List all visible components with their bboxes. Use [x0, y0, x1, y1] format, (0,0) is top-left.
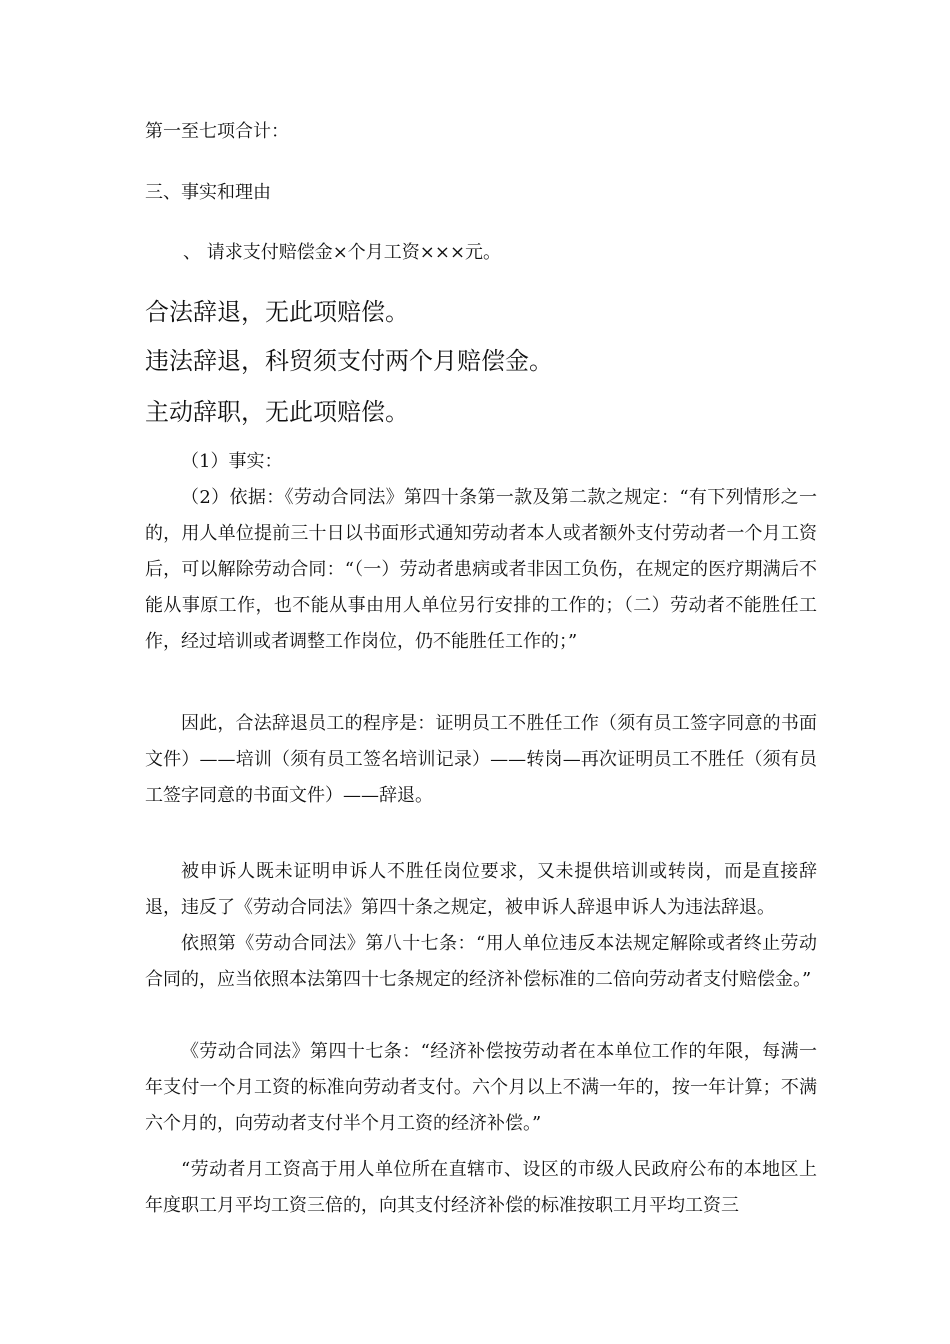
total-line: 第一至七项合计：: [145, 121, 289, 142]
legal-dismissal-line: 合法辞退，无此项赔偿。: [145, 298, 409, 326]
fact-heading: （1）事实：: [181, 451, 283, 472]
basis-paragraph: （2）依据：《劳动合同法》第四十条第一款及第二款之规定：“有下列情形之一的，用人单位提前三十日以书面形式通知劳动者本人或者额外支付劳动者一个月工资后，可以解除劳动合同：“（一）劳动者患病或者非因工负伤，在规定的医疗期满后不能从事原工作，也不能从事由用人单位另行安排的工作的；（二）劳动者不能胜任工作，经过培训或者调整工作岗位，仍不能胜任工作的；”: [145, 487, 817, 652]
resignation-line: 主动辞职，无此项赔偿。: [145, 398, 409, 426]
claim-line: 、 请求支付赔偿金×个月工资×××元。: [183, 242, 502, 263]
article-47-paragraph: 《劳动合同法》第四十七条：“经济补偿按劳动者在本单位工作的年限，每满一年支付一个月工资的标准向劳动者支付。六个月以上不满一年的，按一年计算；不满六个月的，向劳动者支付半个月工资的经济补偿。”: [145, 1041, 817, 1134]
procedure-paragraph: 因此，合法辞退员工的程序是：证明员工不胜任工作（须有员工签字同意的书面文件）——培训（须有员工签名培训记录）——转岗—再次证明员工不胜任（须有员工签字同意的书面文件）——辞退。: [145, 713, 817, 806]
illegal-dismissal-line: 违法辞退，科贸须支付两个月赔偿金。: [145, 347, 553, 375]
section-heading: 三、事实和理由: [145, 182, 271, 203]
respondent-paragraph: 被申诉人既未证明申诉人不胜任岗位要求，又未提供培训或转岗，而是直接辞退，违反了《劳动合同法》第四十条之规定，被申诉人辞退申诉人为违法辞退。: [145, 861, 817, 918]
high-wage-paragraph: “劳动者月工资高于用人单位所在直辖市、设区的市级人民政府公布的本地区上年度职工月平均工资三倍的，向其支付经济补偿的标准按职工月平均工资三: [145, 1159, 817, 1216]
article-87-paragraph: 依照第《劳动合同法》第八十七条：“用人单位违反本法规定解除或者终止劳动合同的，应当依照本法第四十七条规定的经济补偿标准的二倍向劳动者支付赔偿金。”: [145, 933, 817, 990]
